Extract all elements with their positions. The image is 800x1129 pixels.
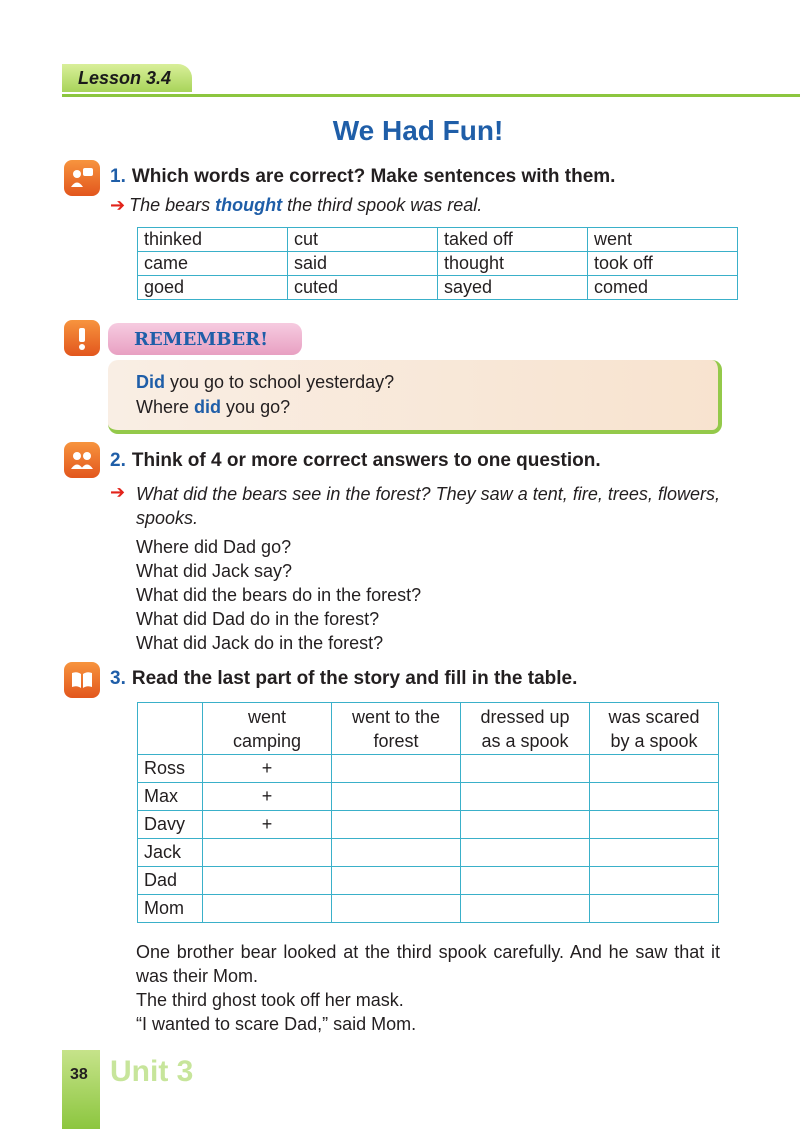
pair-work-icon xyxy=(64,160,100,196)
story-paragraph: One brother bear looked at the third spook carefully. And he saw that it was their Mom. xyxy=(136,942,720,986)
table-cell xyxy=(590,867,719,895)
task2-instruction: Think of 4 or more correct answers to one question. xyxy=(131,450,601,471)
question-list xyxy=(136,535,421,655)
name-cell: Davy xyxy=(138,811,203,839)
exclamation-icon xyxy=(64,320,100,356)
story-paragraph: The third ghost took off her mask. xyxy=(136,990,404,1010)
remember-line-1 xyxy=(136,372,394,393)
remember-highlight: Did xyxy=(136,372,165,392)
example-text: The bears xyxy=(129,195,211,215)
task3-heading xyxy=(110,668,577,690)
remember-label: REMEMBER! xyxy=(134,329,269,350)
word-cell: taked off xyxy=(438,228,588,252)
table-cell xyxy=(590,811,719,839)
remember-text: Where xyxy=(136,397,190,417)
story-paragraph: “I wanted to scare Dad,” said Mom. xyxy=(136,1014,417,1034)
header-cell xyxy=(332,703,461,755)
word-cell: took off xyxy=(588,252,738,276)
table-cell xyxy=(461,811,590,839)
header-cell xyxy=(461,703,590,755)
name-cell: Mom xyxy=(138,895,203,923)
header-cell xyxy=(590,703,719,755)
remember-line-2 xyxy=(136,397,290,418)
results-table xyxy=(137,702,719,923)
table-cell xyxy=(590,783,719,811)
word-cell: comed xyxy=(588,276,738,300)
task2-example xyxy=(110,482,720,530)
list-item: Where did Dad go? xyxy=(136,537,292,557)
table-cell xyxy=(203,867,332,895)
table-row xyxy=(138,755,719,783)
table-cell xyxy=(461,839,590,867)
task1-instruction: Which words are correct? Make sentences with them. xyxy=(131,166,616,187)
task2-number: 2. xyxy=(110,450,126,471)
table-row xyxy=(138,839,719,867)
empty-header-cell xyxy=(138,703,203,755)
table-header-row xyxy=(138,703,719,755)
example-highlight: thought xyxy=(215,195,283,215)
table-cell xyxy=(461,783,590,811)
header-line: by a spook xyxy=(610,730,698,751)
header-line: as a spook xyxy=(481,730,569,751)
remember-text: you go to school yesterday? xyxy=(170,372,395,392)
arrow-icon: ➔ xyxy=(110,195,126,215)
table-cell: + xyxy=(203,811,332,839)
table-row xyxy=(138,783,719,811)
name-cell: Ross xyxy=(138,755,203,783)
table-cell xyxy=(332,895,461,923)
table-cell xyxy=(590,895,719,923)
table-cell xyxy=(203,895,332,923)
list-item: What did the bears do in the forest? xyxy=(136,585,422,605)
table-row xyxy=(138,252,738,276)
table-cell xyxy=(203,839,332,867)
name-cell: Dad xyxy=(138,867,203,895)
header-cell xyxy=(203,703,332,755)
header-line: dressed up xyxy=(480,706,570,727)
arrow-icon: ➔ xyxy=(110,482,126,502)
header-line: was scared xyxy=(608,706,700,727)
word-cell: came xyxy=(138,252,288,276)
word-cell: goed xyxy=(138,276,288,300)
table-row xyxy=(138,228,738,252)
story-text xyxy=(136,940,720,1036)
header-line: went xyxy=(247,706,287,727)
table-row xyxy=(138,811,719,839)
page-title: We Had Fun! xyxy=(332,115,504,146)
word-cell: cuted xyxy=(288,276,438,300)
table-row xyxy=(138,276,738,300)
header-line: forest xyxy=(373,730,419,751)
task1-number: 1. xyxy=(110,166,126,187)
page-number: 38 xyxy=(70,1066,88,1083)
table-cell xyxy=(332,783,461,811)
list-item: What did Jack do in the forest? xyxy=(136,633,384,653)
table-cell xyxy=(590,755,719,783)
table-row xyxy=(138,895,719,923)
table-cell: + xyxy=(203,755,332,783)
footer-bar xyxy=(62,1050,100,1129)
task3-number: 3. xyxy=(110,668,126,689)
table-row xyxy=(138,867,719,895)
table-cell xyxy=(461,895,590,923)
book-icon xyxy=(64,662,100,698)
remember-highlight: did xyxy=(194,397,222,417)
example-text-end: the third spook was real. xyxy=(287,195,483,215)
word-cell: thinked xyxy=(138,228,288,252)
word-cell: thought xyxy=(438,252,588,276)
table-cell xyxy=(461,867,590,895)
header-line: camping xyxy=(232,730,302,751)
task1-example xyxy=(110,195,482,216)
name-cell: Jack xyxy=(138,839,203,867)
table-cell xyxy=(332,811,461,839)
word-cell: went xyxy=(588,228,738,252)
task3-instruction: Read the last part of the story and fill in the table. xyxy=(131,668,578,689)
header-line: went to the xyxy=(351,706,441,727)
remember-text: you go? xyxy=(226,397,291,417)
list-item: What did Jack say? xyxy=(136,561,293,581)
table-cell xyxy=(590,839,719,867)
table-cell xyxy=(332,867,461,895)
word-table xyxy=(137,227,738,300)
word-cell: sayed xyxy=(438,276,588,300)
lesson-label: Lesson 3.4 xyxy=(78,68,172,88)
task2-heading xyxy=(110,450,601,472)
group-work-icon xyxy=(64,442,100,478)
example-text: What did the bears see in the forest? They saw a tent, fire, trees, flowers, spooks. xyxy=(136,484,720,528)
list-item: What did Dad do in the forest? xyxy=(136,609,380,629)
table-cell: + xyxy=(203,783,332,811)
name-cell: Max xyxy=(138,783,203,811)
word-cell: cut xyxy=(288,228,438,252)
table-cell xyxy=(332,839,461,867)
table-cell xyxy=(332,755,461,783)
table-cell xyxy=(461,755,590,783)
word-cell: said xyxy=(288,252,438,276)
task1-heading xyxy=(110,166,615,188)
unit-label: Unit 3 xyxy=(110,1055,194,1088)
